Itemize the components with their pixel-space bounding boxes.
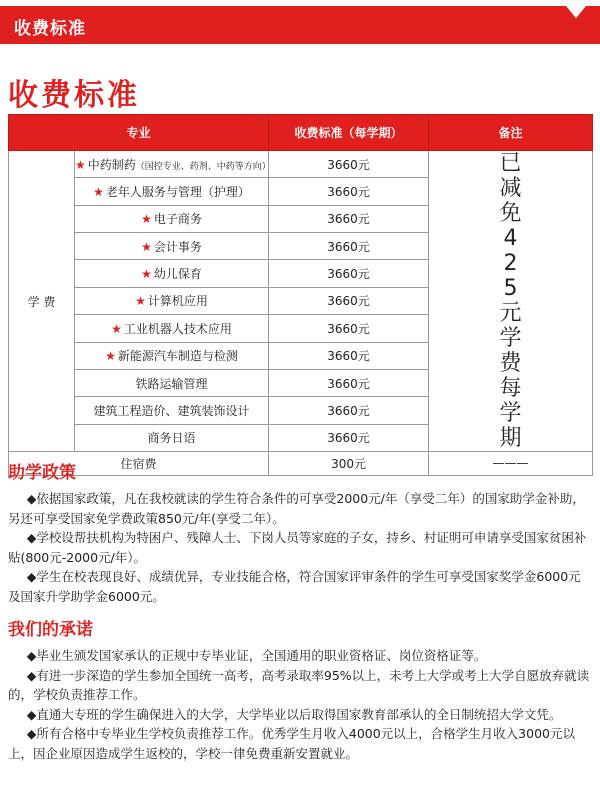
lodging-note: ——— bbox=[429, 452, 593, 476]
row-group-label: 学 费 bbox=[9, 151, 75, 452]
major-cell bbox=[75, 287, 269, 314]
major-cell bbox=[75, 260, 269, 287]
fee-cell: 3660元 bbox=[269, 151, 429, 178]
major-name: 商务日语 bbox=[147, 431, 196, 446]
major-name: 会计事务 bbox=[153, 239, 202, 254]
fee-table-header bbox=[9, 115, 593, 151]
fee-cell: 3660元 bbox=[269, 233, 429, 260]
col-header-fee: 收费标准（每学期） bbox=[269, 115, 429, 151]
major-name: 新能源汽车制造与检测 bbox=[117, 349, 238, 364]
star-icon: ★ bbox=[141, 267, 152, 282]
fee-cell: 3660元 bbox=[269, 178, 429, 205]
aid-section bbox=[8, 458, 592, 606]
star-icon: ★ bbox=[75, 157, 86, 172]
major-name: 工业机器人技术应用 bbox=[123, 321, 232, 336]
star-icon: ★ bbox=[135, 294, 146, 309]
promise-paragraph: ◆直通大专班的学生确保进入的大学，大学毕业以后取得国家教育部承认的全日制统招大学文凭。 bbox=[26, 706, 562, 722]
star-icon: ★ bbox=[105, 349, 116, 364]
major-name: 计算机应用 bbox=[147, 294, 208, 309]
header-title: 收费标准 bbox=[14, 19, 86, 39]
star-icon: ★ bbox=[141, 212, 152, 227]
major-name: 建筑工程造价、建筑装饰设计 bbox=[93, 403, 250, 418]
major-subtitle: （国控专业、药剂、中药等方向） bbox=[135, 161, 271, 172]
major-cell bbox=[75, 178, 269, 205]
major-cell bbox=[75, 233, 269, 260]
star-icon: ★ bbox=[111, 321, 122, 336]
aid-paragraph: ◆学生在校表现良好、成绩优异，专业技能合格，符合国家评审条件的学生可享受国家奖学金6000元及国家升学助学金6000元。 bbox=[8, 569, 581, 604]
star-icon: ★ bbox=[141, 239, 152, 254]
major-cell bbox=[75, 397, 269, 424]
major-name: 老年人服务与管理（护理） bbox=[105, 185, 250, 200]
major-cell bbox=[75, 342, 269, 369]
major-name: 电子商务 bbox=[153, 212, 202, 227]
page-title: 收费标准 bbox=[8, 78, 140, 113]
fee-cell: 3660元 bbox=[269, 287, 429, 314]
fee-table bbox=[8, 114, 593, 476]
major-name: 铁路运输管理 bbox=[135, 376, 208, 391]
table-row bbox=[9, 151, 593, 178]
fee-cell: 3660元 bbox=[269, 205, 429, 232]
promise-title: 我们的承诺 bbox=[8, 620, 93, 640]
col-header-note: 备注 bbox=[429, 115, 593, 151]
aid-paragraph: ◆依据国家政策，凡在我校就读的学生符合条件的可享受2000元/年（享受二年）的国家助学金补助，另还可享受国家免学费政策850元/年(享受二年）。 bbox=[8, 491, 585, 526]
lodging-label: 住宿费 bbox=[9, 452, 269, 476]
major-cell bbox=[75, 424, 269, 451]
star-icon: ★ bbox=[93, 185, 104, 200]
fee-cell: 3660元 bbox=[269, 342, 429, 369]
fee-cell: 3660元 bbox=[269, 260, 429, 287]
fee-cell: 3660元 bbox=[269, 397, 429, 424]
fee-cell: 3660元 bbox=[269, 424, 429, 451]
major-name: 中药制药 bbox=[87, 157, 136, 172]
note-cell bbox=[429, 151, 593, 452]
promise-paragraph: ◆所有合格中专毕业生学校负责推荐工作。优秀学生月收入4000元以上，合格学生月收入3000元以上，因企业原因造成学生返校的，学校一律免费重新安置就业。 bbox=[8, 726, 575, 761]
major-cell bbox=[75, 369, 269, 396]
fee-cell: 3660元 bbox=[269, 369, 429, 396]
note-text: 已减免425元学费每学期 bbox=[499, 151, 522, 451]
aid-title: 助学政策 bbox=[8, 463, 76, 483]
col-header-major: 专业 bbox=[9, 115, 269, 151]
major-cell bbox=[75, 205, 269, 232]
header-bar bbox=[0, 6, 600, 44]
header-notch bbox=[566, 6, 586, 18]
major-name: 幼儿保育 bbox=[153, 267, 202, 282]
major-cell bbox=[75, 315, 269, 342]
lodging-fee: 300元 bbox=[269, 452, 429, 476]
fee-cell: 3660元 bbox=[269, 315, 429, 342]
major-cell bbox=[75, 151, 269, 178]
aid-paragraph: ◆学校设帮扶机构为特困户、残障人士、下岗人员等家庭的子女，持乡、村证明可申请享受国家贫困补贴(800元-2000元/年）。 bbox=[8, 530, 587, 565]
promise-paragraph: ◆有进一步深造的学生参加全国统一高考，高考录取率95%以上，未考上大学或考上大学自愿放弃就读的，学校负责推荐工作。 bbox=[8, 667, 590, 702]
promise-section bbox=[8, 615, 592, 763]
promise-paragraph: ◆毕业生颁发国家承认的正规中专毕业证，全国通用的职业资格证、岗位资格证等。 bbox=[26, 648, 487, 663]
